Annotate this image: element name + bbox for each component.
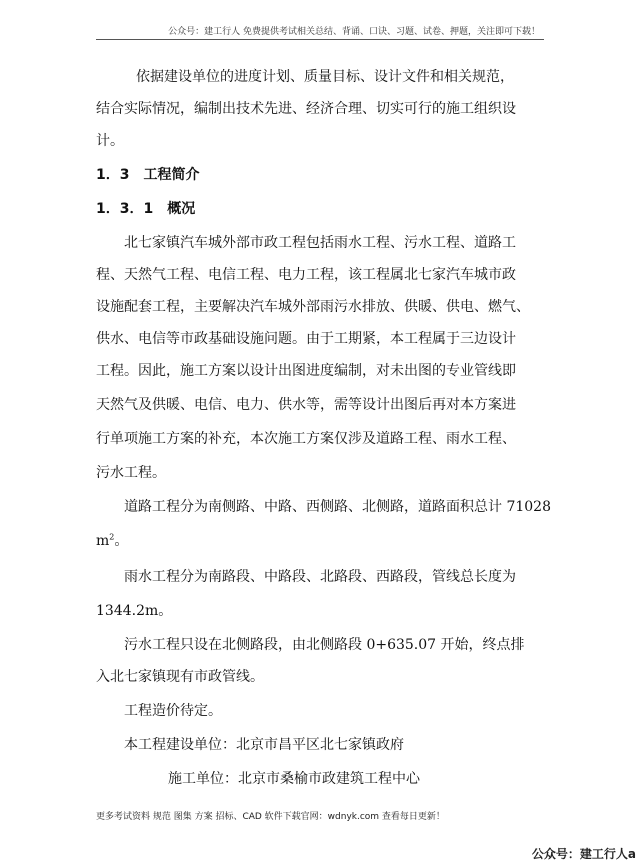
page-header: 公众号：建工行人 免费提供考试相关总结、背诵、口诀、习题、试卷、押题，关注即可下载！ [168,27,540,37]
intro-line: 计。 [96,133,124,149]
overview-line: 供水、电信等市政基础设施问题。由于工期紧，本工程属于三边设计 [96,331,516,347]
road-unit: m [96,533,110,549]
overview-line: 设施配套工程，主要解决汽车城外部雨污水排放、供暖、供电、燃气、 [96,299,530,315]
sewage-paragraph-line: 入北七家镇现有市政管线。 [96,669,264,685]
intro-line: 依据建设单位的进度计划、质量目标、设计文件和相关规范， [136,69,514,85]
cost-line: 工程造价待定。 [124,703,222,719]
overview-line: 程、天然气工程、电信工程、电力工程，该工程属北七家汽车城市政 [96,267,516,283]
road-paragraph-line [96,530,128,550]
overview-line: 污水工程。 [96,465,166,481]
intro-line: 结合实际情况，编制出技术先进、经济合理、切实可行的施工组织设 [96,101,516,117]
owner-line: 本工程建设单位：北京市昌平区北七家镇政府 [124,737,404,753]
overview-line: 天然气及供暖、电信、电力、供水等，需等设计出图后再对本方案进 [96,397,516,413]
page-footer: 更多考试资料 规范 图集 方案 招标、CAD 软件下载官网：wdnyk.com 查看每日更新！ [96,812,445,822]
rain-paragraph-line: 雨水工程分为南路段、中路段、北路段、西路段，管线总长度为 [124,569,516,585]
overview-line: 北七家镇汽车城外部市政工程包括雨水工程、污水工程、道路工 [124,235,516,251]
overview-line: 工程。因此，施工方案以设计出图进度编制，对未出图的专业管线即 [96,363,516,379]
rain-paragraph-line: 1344.2m。 [96,603,173,619]
sewage-paragraph-line: 污水工程只设在北侧路段，由北侧路段 0+635.07 开始，终点排 [124,637,525,653]
section-heading: 1．3 工程简介 [96,167,200,183]
overview-line: 行单项施工方案的补充，本次施工方案仅涉及道路工程、雨水工程、 [96,431,516,447]
road-unit-superscript: 2 [109,532,115,542]
subsection-heading: 1．3．1 概况 [96,201,196,217]
header-divider [96,39,544,40]
contractor-line: 施工单位：北京市桑榆市政建筑工程中心 [168,771,420,787]
road-paragraph-line: 道路工程分为南侧路、中路、西侧路、北侧路，道路面积总计 71028 [124,499,551,515]
watermark-text: 公众号：建工行人a [531,847,636,861]
road-end-punct: 。 [114,533,129,549]
